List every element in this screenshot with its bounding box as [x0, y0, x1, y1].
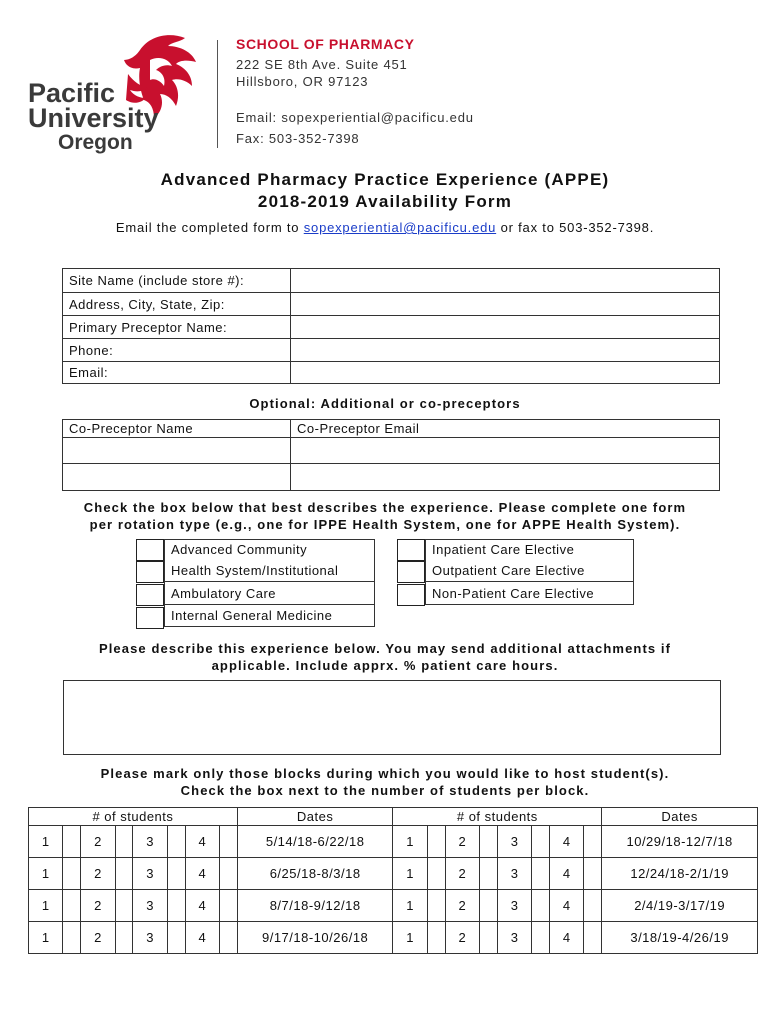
block-dates: 10/29/18-12/7/18 [602, 826, 758, 858]
instructions-after: or fax to 503-352-7398. [496, 220, 655, 235]
form-title: Advanced Pharmacy Practice Experience (APPE) [160, 170, 610, 189]
describe-instructions-1: Please describe this experience below. You may send additional attachments if [98, 641, 672, 656]
student-count-checkbox[interactable] [115, 922, 133, 954]
student-count-checkbox[interactable] [63, 826, 81, 858]
student-count-checkbox[interactable] [584, 922, 602, 954]
health-system-checkbox[interactable] [136, 561, 164, 583]
student-count-label: 1 [29, 922, 63, 954]
school-name: SCHOOL OF PHARMACY [236, 36, 415, 52]
student-count-label: 3 [133, 858, 167, 890]
blocks-instructions-2: Check the box next to the number of students per block. [180, 783, 590, 798]
student-count-label: 2 [81, 858, 115, 890]
copreceptor-email-field[interactable] [291, 438, 720, 464]
phone-label: Phone: [63, 339, 291, 362]
student-count-label: 1 [393, 826, 427, 858]
student-count-checkbox[interactable] [220, 922, 238, 954]
header-fax: Fax: 503-352-7398 [236, 131, 360, 146]
address-field[interactable] [291, 293, 720, 316]
copreceptor-name-field[interactable] [63, 438, 291, 464]
copreceptor-email-field[interactable] [291, 464, 720, 491]
student-count-label: 2 [81, 826, 115, 858]
student-count-checkbox[interactable] [584, 826, 602, 858]
site-name-field[interactable] [291, 269, 720, 293]
student-count-checkbox[interactable] [480, 858, 498, 890]
blocks-table [28, 807, 758, 954]
student-count-label: 2 [81, 922, 115, 954]
site-info-table [62, 268, 720, 384]
rotation-instructions-1: Check the box below that best describes the experience. Please complete one form [83, 500, 687, 515]
student-count-label: 3 [497, 922, 531, 954]
block-dates: 9/17/18-10/26/18 [237, 922, 393, 954]
block-dates: 6/25/18-8/3/18 [237, 858, 393, 890]
copreceptor-email-header: Co-Preceptor Email [291, 420, 720, 438]
student-count-label: 4 [185, 922, 219, 954]
student-count-checkbox[interactable] [532, 858, 550, 890]
dates-header-left: Dates [237, 808, 393, 826]
copreceptor-name-field[interactable] [63, 464, 291, 491]
student-count-label: 2 [81, 890, 115, 922]
rotation-right-labels [425, 539, 634, 605]
form-subtitle: 2018-2019 Availability Form [257, 192, 513, 211]
student-count-checkbox[interactable] [480, 922, 498, 954]
block-dates: 5/14/18-6/22/18 [237, 826, 393, 858]
students-header-right: # of students [393, 808, 602, 826]
students-header-left: # of students [29, 808, 238, 826]
student-count-label: 4 [185, 858, 219, 890]
non-patient-elective-checkbox[interactable] [397, 584, 425, 606]
preceptor-label: Primary Preceptor Name: [63, 316, 291, 339]
email-label: Email: [63, 362, 291, 384]
preceptor-field[interactable] [291, 316, 720, 339]
student-count-label: 1 [29, 858, 63, 890]
student-count-label: 1 [393, 890, 427, 922]
ambulatory-care-label: Ambulatory Care [165, 582, 375, 605]
internal-medicine-checkbox[interactable] [136, 607, 164, 629]
advanced-community-label: Advanced Community [165, 540, 375, 560]
student-count-label: 4 [550, 826, 584, 858]
student-count-label: 2 [445, 858, 479, 890]
student-count-checkbox[interactable] [427, 858, 445, 890]
student-count-label: 4 [185, 890, 219, 922]
student-count-checkbox[interactable] [63, 858, 81, 890]
student-count-checkbox[interactable] [115, 826, 133, 858]
block-dates: 3/18/19-4/26/19 [602, 922, 758, 954]
student-count-label: 4 [550, 922, 584, 954]
student-count-label: 3 [133, 922, 167, 954]
student-count-checkbox[interactable] [220, 826, 238, 858]
blocks-instructions-1: Please mark only those blocks during which you would like to host student(s). [100, 766, 670, 781]
student-count-label: 1 [393, 922, 427, 954]
student-count-checkbox[interactable] [63, 922, 81, 954]
student-count-label: 4 [550, 890, 584, 922]
student-count-label: 1 [29, 826, 63, 858]
student-count-label: 4 [185, 826, 219, 858]
optional-heading: Optional: Additional or co-preceptors [249, 396, 521, 411]
rotation-left-labels [164, 539, 375, 627]
site-name-label: Site Name (include store #): [63, 269, 291, 293]
rotation-instructions-2: per rotation type (e.g., one for IPPE Health System, one for APPE Health System). [89, 517, 681, 532]
student-count-checkbox[interactable] [115, 890, 133, 922]
student-count-checkbox[interactable] [220, 890, 238, 922]
non-patient-elective-label: Non-Patient Care Elective [426, 582, 634, 605]
logo-line-1: Pacific [28, 78, 116, 108]
student-count-checkbox[interactable] [584, 890, 602, 922]
student-count-label: 3 [133, 890, 167, 922]
outpatient-elective-label: Outpatient Care Elective [426, 560, 634, 582]
block-dates: 2/4/19-3/17/19 [602, 890, 758, 922]
student-count-label: 2 [445, 826, 479, 858]
instructions [0, 220, 770, 235]
internal-medicine-label: Internal General Medicine [165, 605, 375, 627]
address-line-2: Hillsboro, OR 97123 [236, 74, 369, 89]
student-count-checkbox[interactable] [167, 826, 185, 858]
email-link[interactable]: sopexperiential@pacificu.edu [303, 220, 497, 235]
inpatient-elective-checkbox[interactable] [397, 539, 425, 561]
description-textarea[interactable] [63, 680, 721, 755]
student-count-checkbox[interactable] [584, 858, 602, 890]
student-count-label: 3 [497, 858, 531, 890]
student-count-checkbox[interactable] [532, 922, 550, 954]
outpatient-elective-checkbox[interactable] [397, 561, 425, 583]
advanced-community-checkbox[interactable] [136, 539, 164, 561]
student-count-label: 3 [497, 826, 531, 858]
student-count-checkbox[interactable] [480, 890, 498, 922]
header-email: Email: sopexperiential@pacificu.edu [236, 110, 474, 125]
student-count-checkbox[interactable] [532, 826, 550, 858]
email-field[interactable] [291, 362, 720, 384]
student-count-checkbox[interactable] [427, 922, 445, 954]
dates-header-right: Dates [602, 808, 758, 826]
student-count-checkbox[interactable] [427, 826, 445, 858]
student-count-checkbox[interactable] [115, 858, 133, 890]
copreceptor-name-header: Co-Preceptor Name [63, 420, 291, 438]
block-dates: 8/7/18-9/12/18 [237, 890, 393, 922]
student-count-checkbox[interactable] [167, 890, 185, 922]
header-divider [217, 40, 218, 148]
health-system-label: Health System/Institutional [165, 560, 375, 582]
logo-line-2: University [28, 103, 159, 133]
student-count-checkbox[interactable] [167, 858, 185, 890]
student-count-label: 2 [445, 922, 479, 954]
university-logo [28, 30, 208, 155]
ambulatory-care-checkbox[interactable] [136, 584, 164, 606]
inpatient-elective-label: Inpatient Care Elective [426, 540, 634, 560]
student-count-checkbox[interactable] [220, 858, 238, 890]
copreceptor-table [62, 419, 720, 491]
phone-field[interactable] [291, 339, 720, 362]
student-count-checkbox[interactable] [167, 922, 185, 954]
student-count-label: 1 [29, 890, 63, 922]
student-count-label: 4 [550, 858, 584, 890]
student-count-checkbox[interactable] [532, 890, 550, 922]
student-count-label: 3 [133, 826, 167, 858]
student-count-label: 3 [497, 890, 531, 922]
address-line-1: 222 SE 8th Ave. Suite 451 [236, 57, 408, 72]
student-count-checkbox[interactable] [63, 890, 81, 922]
student-count-label: 2 [445, 890, 479, 922]
logo-line-3: Oregon [58, 131, 133, 154]
address-label: Address, City, State, Zip: [63, 293, 291, 316]
describe-instructions-2: applicable. Include apprx. % patient care hours. [211, 658, 559, 673]
student-count-label: 1 [393, 858, 427, 890]
student-count-checkbox[interactable] [427, 890, 445, 922]
block-dates: 12/24/18-2/1/19 [602, 858, 758, 890]
instructions-before: Email the completed form to [115, 220, 304, 235]
student-count-checkbox[interactable] [480, 826, 498, 858]
